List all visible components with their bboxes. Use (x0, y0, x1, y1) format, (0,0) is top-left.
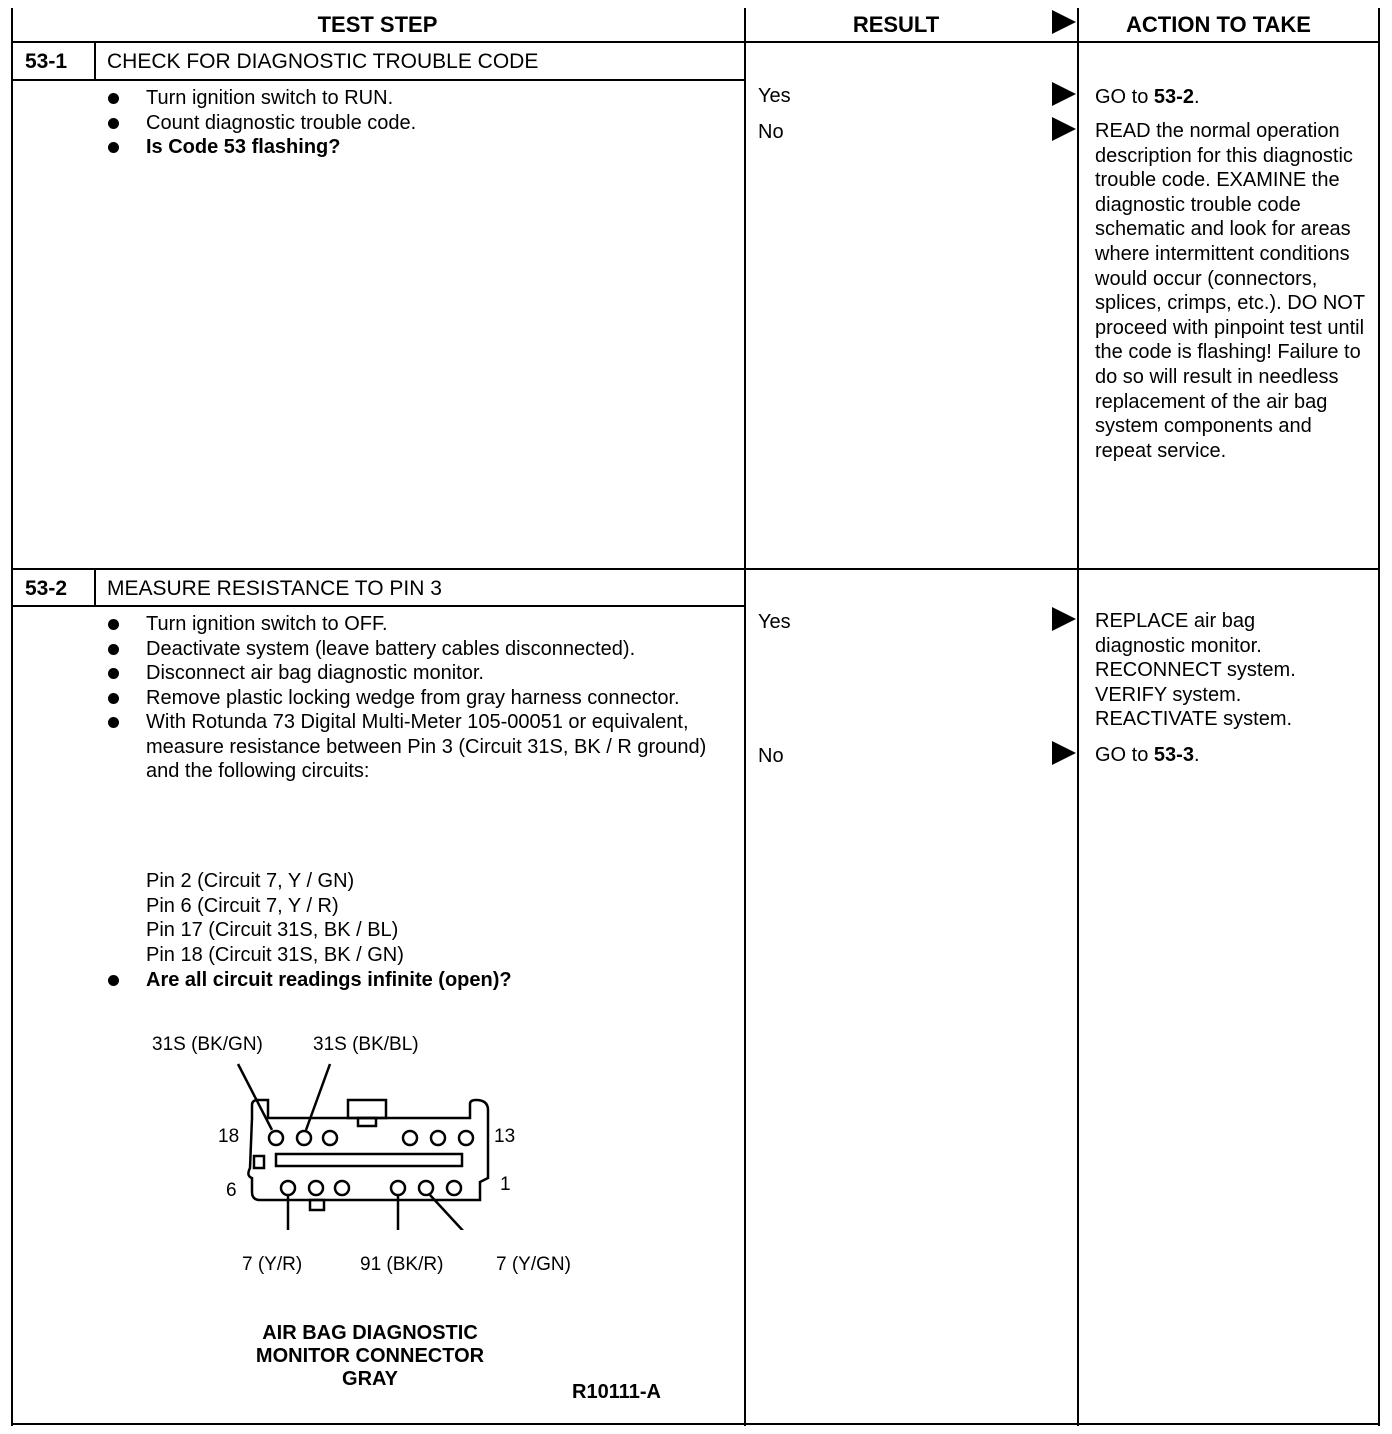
header-arrow-icon (1052, 10, 1076, 34)
connector-diagram (200, 1060, 520, 1230)
step-2-action-no: GO to 53-3. (1095, 744, 1200, 766)
label-31s-bkgn: 31S (BK/GN) (152, 1034, 263, 1055)
step-1-question: Is Code 53 flashing? (108, 135, 728, 160)
pin-hole (335, 1181, 349, 1195)
pin-hole (403, 1131, 417, 1145)
step-2-result-yes: Yes (758, 611, 791, 633)
pin-item: Pin 17 (Circuit 31S, BK / BL) (146, 919, 399, 941)
connector-latch (348, 1100, 386, 1118)
step2-title-bottom-border (11, 605, 746, 607)
connector-latch-tab (358, 1118, 376, 1126)
step-1-action-no: READ the normal operation description for this diagnostic trouble code. EXAMINE the diagnostic trouble code schematic and look for areas where intermittent conditions would occur (connectors, splices, crimps, etc.). DO NOT proceed with pinpoint test until the code is flashing! Failure to do so will result in needless replacement of the air bag system components and repeat service. (1095, 120, 1365, 462)
pin-hole (419, 1181, 433, 1195)
step-1-bullet: Count diagnostic trouble code. (108, 111, 728, 136)
pin-item: Pin 2 (Circuit 7, Y / GN) (146, 870, 355, 892)
header-test-step: TEST STEP (317, 12, 438, 37)
pin-number-18: 18 (218, 1126, 240, 1147)
step-1-yes-arrow-icon (1052, 82, 1076, 106)
step-2-title: MEASURE RESISTANCE TO PIN 3 (107, 577, 442, 600)
table-right-border (1378, 8, 1380, 1426)
step-2-action-yes: REPLACE air bag diagnostic monitor. RECONNECT system. VERIFY system. REACTIVATE system. (1095, 610, 1296, 731)
step-1-result-no: No (758, 121, 784, 143)
pin-hole (447, 1181, 461, 1195)
pin-number-6: 6 (226, 1180, 237, 1201)
pin-hole (431, 1131, 445, 1145)
step-2-result-no: No (758, 745, 784, 767)
step-1-number: 53-1 (25, 50, 68, 73)
header-result: RESULT (852, 12, 940, 37)
figure-reference: R10111-A (572, 1381, 661, 1403)
header-action: ACTION TO TAKE (1126, 12, 1311, 37)
diagram-caption: AIR BAG DIAGNOSTIC MONITOR CONNECTOR GRAY (255, 1322, 485, 1390)
step-2-bullet: Turn ignition switch to OFF. (108, 612, 708, 637)
step-2-number: 53-2 (25, 577, 68, 600)
step-divider (11, 568, 1380, 570)
step-2-bullet-list (108, 612, 708, 784)
step-1-title: CHECK FOR DIAGNOSTIC TROUBLE CODE (107, 50, 539, 73)
header-bottom-border (11, 41, 1380, 43)
step-1-bullet: Turn ignition switch to RUN. (108, 86, 728, 111)
pin-number-1: 1 (500, 1174, 511, 1195)
label-7-ygn: 7 (Y/GN) (496, 1254, 571, 1275)
pin-hole (269, 1131, 283, 1145)
label-7-yr: 7 (Y/R) (242, 1254, 303, 1275)
pin-hole (323, 1131, 337, 1145)
step-1-result-yes: Yes (758, 85, 791, 107)
step-2-bullet: Deactivate system (leave battery cables disconnected). (108, 637, 708, 662)
pin-hole (391, 1181, 405, 1195)
connector-bottom-tab (310, 1200, 324, 1210)
step-2-yes-arrow-icon (1052, 607, 1076, 631)
column-divider-action (1077, 8, 1079, 1426)
step-1-action-yes: GO to 53-2. (1095, 86, 1200, 108)
column-divider-result (744, 8, 746, 1426)
pin-item: Pin 6 (Circuit 7, Y / R) (146, 894, 339, 917)
step2-number-divider (94, 568, 96, 607)
step-1-no-arrow-icon (1052, 117, 1076, 141)
step1-title-bottom-border (11, 79, 746, 81)
pin-hole (297, 1131, 311, 1145)
label-91-bkr: 91 (BK/R) (360, 1254, 444, 1275)
table-bottom-border (11, 1423, 1380, 1425)
leader-line (306, 1064, 330, 1130)
pin-list (146, 869, 404, 967)
step-2-bullet: Remove plastic locking wedge from gray harness connector. (108, 686, 708, 711)
leader-line (238, 1064, 272, 1130)
pin-hole (281, 1181, 295, 1195)
step-2-question: Are all circuit readings infinite (open)? (108, 968, 728, 993)
step1-number-divider (94, 41, 96, 81)
step-2-bullet: With Rotunda 73 Digital Multi-Meter 105-00051 or equivalent, measure resistance between Pin 3 (Circuit 31S, BK / R ground) and the following circuits: (108, 710, 708, 784)
connector-slot (276, 1154, 462, 1166)
step-2-bullet: Disconnect air bag diagnostic monitor. (108, 661, 708, 686)
step-2-question-list (108, 968, 728, 993)
pin-hole (459, 1131, 473, 1145)
step-2-no-arrow-icon (1052, 741, 1076, 765)
connector-body (248, 1100, 488, 1200)
pin-item: Pin 18 (Circuit 31S, BK / GN) (146, 943, 404, 966)
pin-number-13: 13 (494, 1126, 516, 1147)
table-left-border (11, 8, 13, 1426)
step-1-bullet-list (108, 86, 728, 160)
label-31s-bkbl: 31S (BK/BL) (313, 1034, 419, 1055)
pin-hole (309, 1181, 323, 1195)
connector-side-tab (254, 1156, 264, 1168)
